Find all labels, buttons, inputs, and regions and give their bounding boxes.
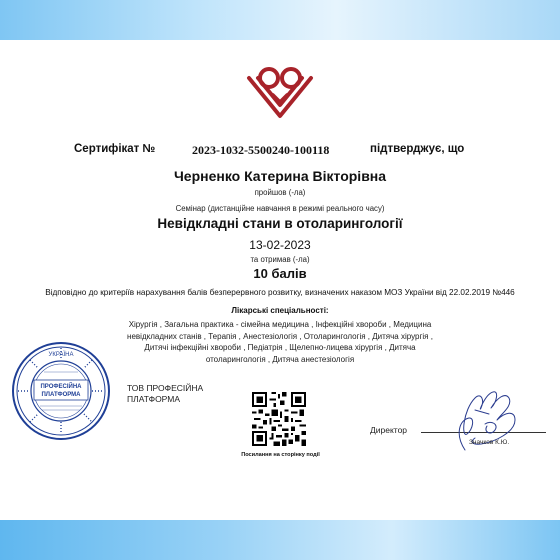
- criteria-text: Відповідно до критеріїв нарахування балів безперервного розвитку, визначених наказом МОЗ України від 22.02.2019 №446: [45, 288, 515, 297]
- event-date: 13-02-2023: [249, 238, 311, 252]
- svg-text:ПЛАТФОРМА: ПЛАТФОРМА: [41, 392, 81, 398]
- specialties-title: Лікарські спеціальності:: [231, 306, 329, 315]
- top-decor-band: [0, 0, 560, 40]
- confirms-text: підтверджує, що: [370, 143, 465, 155]
- specialties-list: [70, 319, 490, 365]
- organization-line-2: ПЛАТФОРМА: [127, 394, 181, 404]
- certificate-sheet: [0, 40, 560, 520]
- passed-text: пройшов (-ла): [254, 188, 306, 197]
- specialties-line: невідкладних станів , Терапія , Анестезіологія , Отоларингологія , Дитяча хірургія ,: [127, 331, 433, 341]
- official-stamp-icon: [10, 340, 112, 442]
- qr-code-icon[interactable]: [252, 392, 306, 446]
- qr-caption: Посилання на сторінку події: [241, 452, 320, 458]
- certificate-label: Сертифікат №: [74, 143, 156, 155]
- svg-text:ПРОФЕСІЙНА: ПРОФЕСІЙНА: [40, 384, 82, 390]
- bottom-decor-band: [0, 520, 560, 560]
- director-label: Директор: [370, 425, 408, 435]
- course-title: Невідкладні стани в отоларингології: [157, 216, 403, 231]
- specialties-line: отоларингологія , Дитяча анестезіологія: [205, 354, 355, 364]
- certificate-number: 2023-1032-5500240-100118: [192, 143, 330, 157]
- certificate-number-line: [0, 143, 560, 159]
- stamp-ring-text: УКРАЇНА: [48, 352, 74, 358]
- holder-name: Черненко Катерина Вікторівна: [173, 168, 387, 184]
- specialties-line: Дитячі інфекційні хвороби , Педіатрія , Щелепно-лицева хірургія , Дитяча: [144, 343, 416, 352]
- director-signature-icon: [445, 380, 530, 460]
- points-value: 10 балів: [253, 266, 307, 281]
- seminar-type: Семінар (дистанційне навчання в режимі реального часу): [175, 204, 385, 213]
- organization-name: [127, 383, 203, 405]
- signer-name: Значков К.Ю.: [469, 439, 510, 446]
- organization-line-1: ТОВ ПРОФЕСІЙНА: [127, 383, 204, 393]
- received-text: та отримав (-ла): [250, 255, 310, 264]
- specialties-line: Хірургія , Загальна практика - сімейна медицина , Інфекційні хвороби , Медицина: [128, 320, 432, 329]
- brand-logo-icon: [243, 62, 317, 122]
